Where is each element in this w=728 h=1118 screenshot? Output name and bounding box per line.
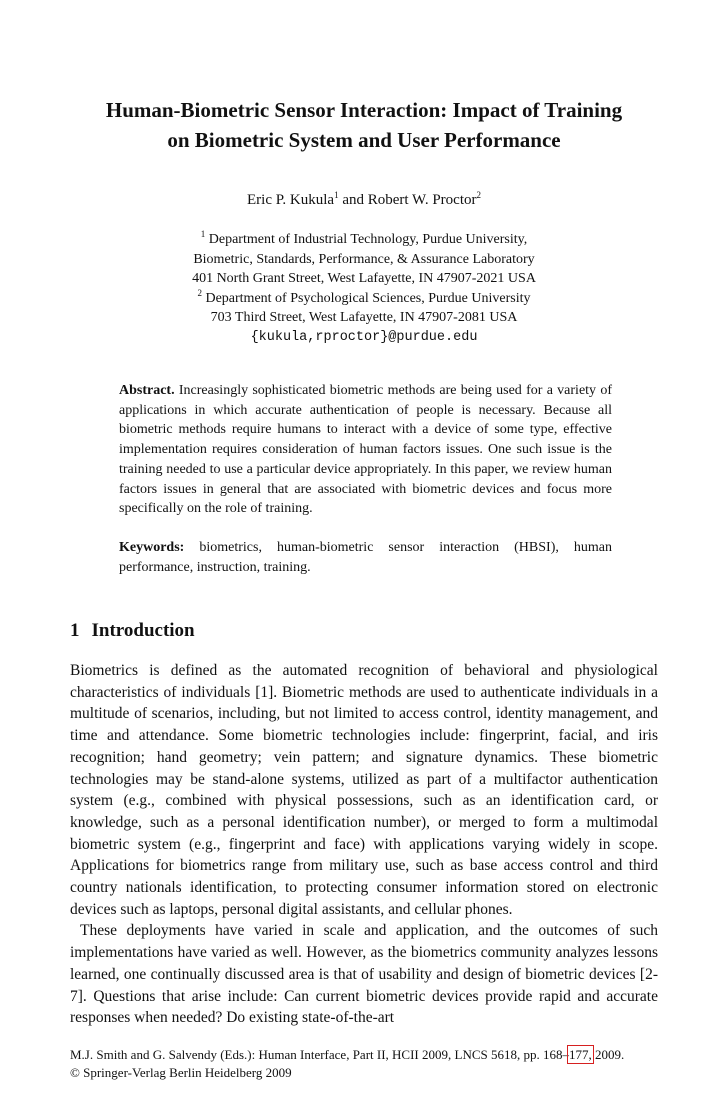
abstract <box>119 381 612 519</box>
author-list <box>40 190 688 210</box>
author-email: {kukula,rproctor}@purdue.edu <box>250 329 478 345</box>
paragraph: These deployments have varied in scale and application, and the outcomes of such implementations have varied as well. However, as the biometrics community analyzes lessons learned, one continually discussed area is that of usability and design of biometric devices [2-7]. Questions that arise include: Can current biometric devices provide rapid and accurate responses when needed? Do existing state-of-the-art <box>70 922 658 1027</box>
section-heading <box>70 620 195 642</box>
keywords <box>119 538 612 577</box>
keywords-label: Keywords: <box>119 540 185 555</box>
paper-title <box>40 95 688 155</box>
keywords-text: biometrics, human-biometric sensor interaction (HBSI), human performance, instruction, training. <box>119 540 612 575</box>
section-number: 1 <box>70 620 80 641</box>
citation-footer <box>70 1046 670 1082</box>
affiliation-line: Biometric, Standards, Performance, & Assurance Laboratory <box>193 251 535 267</box>
author-superscript: 1 <box>334 190 339 200</box>
copyright-line: © Springer-Verlag Berlin Heidelberg 2009 <box>70 1065 292 1080</box>
affiliation-superscript: 2 <box>197 287 202 298</box>
affiliation-superscript: 1 <box>200 229 206 239</box>
page-range-highlight: 177, <box>569 1047 592 1062</box>
body-text <box>70 660 658 1029</box>
paragraph: Biometrics is defined as the automated recognition of behavioral and physiological characteristics of individuals [1]. Biometric methods are used to authenticate individuals in a multitude of scenarios, including, but not limited to access control, identity management, and time and attendance. Some biometric technologies include: fingerprint, facial, and iris recognition; hand geometry; vein pattern; and signature dynamics. These biometric technologies may be stand-alone systems, utilized as part of a multifactor authentication system (e.g., combined with physical possessions, such as an identification card, or knowledge, such as a personal identification number), or merged to form a multimodal biometric system (e.g., fingerprint and face) with applications varying widely in scope. Applications for biometrics range from military use, such as base access control and third country nationals identification, to protecting consumer information stored on electronic devices such as laptops, personal digital assistants, and cellular phones. <box>70 662 658 918</box>
title-line-1: Human-Biometric Sensor Interaction: Impact of Training <box>105 98 623 122</box>
author-name: Eric P. Kukula <box>247 192 335 208</box>
affiliation-line: 401 North Grant Street, West Lafayette, IN 47907-2021 USA <box>192 271 536 286</box>
author-superscript: 2 <box>476 190 481 200</box>
footer-citation: M.J. Smith and G. Salvendy (Eds.): Human Interface, Part II, HCII 2009, LNCS 5618, pp. 168– <box>70 1047 569 1062</box>
footer-year: 2009. <box>591 1047 625 1062</box>
abstract-text: Increasingly sophisticated biometric methods are being used for a variety of applications in which accurate authentication of people is necessary. Because all biometric methods require humans to interact with a device of some type, effective implementation requires consideration of human factors issues. One such issue is the training needed to use a particular device appropriately. In this paper, we review human factors issues in general that are associated with biometric devices and focus more specifically on the role of training. <box>119 383 612 517</box>
section-title: Introduction <box>91 620 195 641</box>
abstract-label: Abstract. <box>119 383 175 398</box>
title-line-2: on Biometric System and User Performance <box>167 128 561 152</box>
author-connector: and <box>338 192 368 208</box>
affiliations <box>40 230 688 347</box>
affiliation-line: 703 Third Street, West Lafayette, IN 47907-2081 USA <box>210 310 518 325</box>
affiliation-line: Department of Industrial Technology, Purdue University, <box>208 232 528 247</box>
author-name: Robert W. Proctor <box>367 192 477 208</box>
affiliation-line: Department of Psychological Sciences, Purdue University <box>205 290 531 306</box>
